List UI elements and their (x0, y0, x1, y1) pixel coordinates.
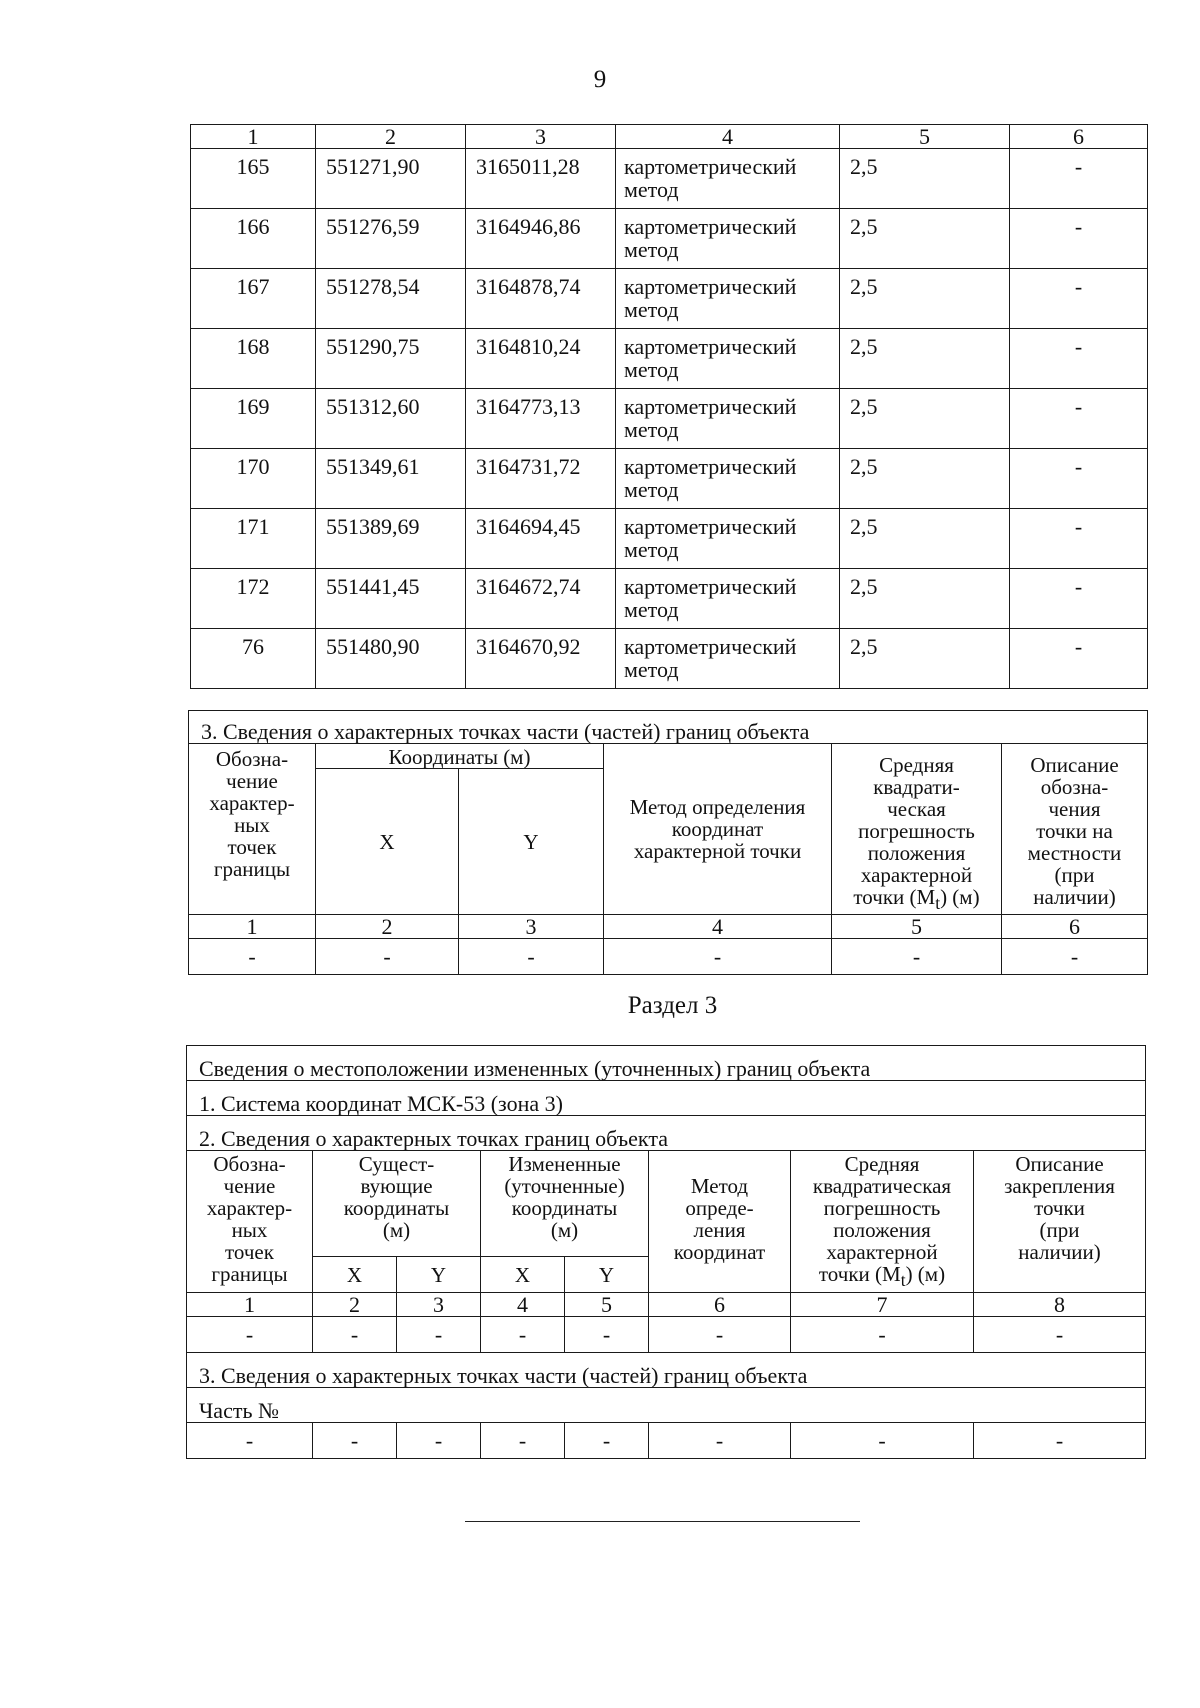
cell: - (316, 939, 459, 975)
col-num-4: 4 (616, 125, 840, 149)
table-row (191, 269, 1148, 329)
cell: - (189, 939, 316, 975)
part-boundary-points-table (188, 710, 1148, 975)
table-row (191, 389, 1148, 449)
description: - (1010, 149, 1148, 209)
section-heading: Раздел 3 (627, 992, 718, 1019)
coord-x: 551276,59 (316, 209, 466, 269)
point-id: 171 (191, 509, 316, 569)
col-existing-header: Сущест- вующие координаты (м) (313, 1151, 481, 1257)
cell: - (1002, 939, 1148, 975)
section-title: 3. Сведения о характерных точках части (частей) границ объекта (189, 711, 1148, 744)
method: картометрический метод (616, 389, 840, 449)
error-value: 2,5 (840, 389, 1010, 449)
point-id: 169 (191, 389, 316, 449)
cell: - (791, 1423, 974, 1459)
method: картометрический метод (616, 209, 840, 269)
table-row (191, 149, 1148, 209)
table-title: Сведения о местоположении измененных (уточненных) границ объекта (187, 1046, 1146, 1081)
cell: - (565, 1317, 649, 1353)
col-designation-header: Обозна- чение характер- ных точек границы (189, 744, 316, 915)
method: картометрический метод (616, 449, 840, 509)
error-value: 2,5 (840, 209, 1010, 269)
method: картометрический метод (616, 269, 840, 329)
col-num: 3 (397, 1293, 481, 1317)
col-num-3: 3 (466, 125, 616, 149)
method: картометрический метод (616, 329, 840, 389)
coord-y: 3164810,24 (466, 329, 616, 389)
col-num-2: 2 (316, 125, 466, 149)
coord-x: 551441,45 (316, 569, 466, 629)
col-designation-header: Обозна- чение характер- ных точек границы (187, 1151, 313, 1293)
coord-x: 551389,69 (316, 509, 466, 569)
column-number-row (189, 915, 1148, 939)
col-method-header: Метод определения координат характерной точки (604, 744, 832, 915)
coord-x: 551480,90 (316, 629, 466, 689)
point-id: 172 (191, 569, 316, 629)
description: - (1010, 569, 1148, 629)
coord-y: 3164672,74 (466, 569, 616, 629)
col-changed-header: Измененные (уточненные) координаты (м) (481, 1151, 649, 1257)
table-row (191, 209, 1148, 269)
error-value: 2,5 (840, 149, 1010, 209)
col-coordinates-header: Координаты (м) (316, 744, 604, 769)
error-value: 2,5 (840, 329, 1010, 389)
point-id: 166 (191, 209, 316, 269)
coord-x: 551290,75 (316, 329, 466, 389)
cell: - (565, 1423, 649, 1459)
col-num: 4 (481, 1293, 565, 1317)
col-num: 2 (313, 1293, 397, 1317)
method: картометрический метод (616, 149, 840, 209)
cell: - (604, 939, 832, 975)
page-number: 9 (593, 66, 607, 93)
error-value: 2,5 (840, 629, 1010, 689)
coord-y: 3164946,86 (466, 209, 616, 269)
col-y-header: Y (459, 769, 604, 915)
col-num: 8 (974, 1293, 1146, 1317)
error-value: 2,5 (840, 509, 1010, 569)
col-num-5: 5 (840, 125, 1010, 149)
col-description-header: Описание обозна- чения точки на местности (при наличии) (1002, 744, 1148, 915)
footer-divider (465, 1521, 860, 1522)
col-num-1: 1 (191, 125, 316, 149)
parts-title: 3. Сведения о характерных точках части (частей) границ объекта (187, 1353, 1146, 1388)
description: - (1010, 269, 1148, 329)
empty-row (187, 1317, 1146, 1353)
col-num: 4 (604, 915, 832, 939)
points-title: 2. Сведения о характерных точках границ объекта (187, 1116, 1146, 1151)
coord-x: 551278,54 (316, 269, 466, 329)
point-id: 168 (191, 329, 316, 389)
method: картометрический метод (616, 569, 840, 629)
coord-y: 3164878,74 (466, 269, 616, 329)
cell: - (649, 1317, 791, 1353)
point-id: 167 (191, 269, 316, 329)
col-existing-y: Y (397, 1257, 481, 1293)
coord-x: 551349,61 (316, 449, 466, 509)
description: - (1010, 209, 1148, 269)
col-changed-y: Y (565, 1257, 649, 1293)
coord-y: 3164731,72 (466, 449, 616, 509)
cell: - (313, 1423, 397, 1459)
col-num: 5 (565, 1293, 649, 1317)
cell: - (481, 1423, 565, 1459)
description: - (1010, 329, 1148, 389)
coord-x: 551312,60 (316, 389, 466, 449)
point-id: 76 (191, 629, 316, 689)
part-label: Часть № (187, 1388, 1146, 1423)
col-error-header: Средняя квадратическая погрешность положения характерной точки $(M_t)$ (м) (791, 1151, 974, 1293)
error-value: 2,5 (840, 569, 1010, 629)
column-number-row (187, 1293, 1146, 1317)
cell: - (832, 939, 1002, 975)
col-description-header: Описание закрепления точки (при наличии) (974, 1151, 1146, 1293)
error-value: 2,5 (840, 269, 1010, 329)
cell: - (397, 1423, 481, 1459)
coord-y: 3165011,28 (466, 149, 616, 209)
boundary-points-table (190, 124, 1148, 689)
col-num-6: 6 (1010, 125, 1148, 149)
coord-y: 3164694,45 (466, 509, 616, 569)
point-id: 165 (191, 149, 316, 209)
column-number-row (191, 125, 1148, 149)
description: - (1010, 449, 1148, 509)
description: - (1010, 509, 1148, 569)
col-method-header: Метод опреде- ления координат (649, 1151, 791, 1293)
table-row (191, 569, 1148, 629)
coord-y: 3164773,13 (466, 389, 616, 449)
col-num: 2 (316, 915, 459, 939)
changed-boundaries-table (186, 1045, 1146, 1459)
point-id: 170 (191, 449, 316, 509)
method: картометрический метод (616, 629, 840, 689)
description: - (1010, 629, 1148, 689)
table-row (191, 449, 1148, 509)
cell: - (459, 939, 604, 975)
cell: - (397, 1317, 481, 1353)
col-num: 5 (832, 915, 1002, 939)
col-changed-x: X (481, 1257, 565, 1293)
cell: - (791, 1317, 974, 1353)
col-x-header: X (316, 769, 459, 915)
col-num: 3 (459, 915, 604, 939)
table-row (191, 329, 1148, 389)
cell: - (649, 1423, 791, 1459)
col-num: 7 (791, 1293, 974, 1317)
empty-row (189, 939, 1148, 975)
col-num: 1 (189, 915, 316, 939)
coord-x: 551271,90 (316, 149, 466, 209)
cell: - (187, 1423, 313, 1459)
coordinate-system: 1. Система координат МСК-53 (зона 3) (187, 1081, 1146, 1116)
col-num: 1 (187, 1293, 313, 1317)
description: - (1010, 389, 1148, 449)
col-num: 6 (1002, 915, 1148, 939)
col-existing-x: X (313, 1257, 397, 1293)
table-row (191, 509, 1148, 569)
parts-row (187, 1423, 1146, 1459)
cell: - (974, 1317, 1146, 1353)
col-error-header: Средняя квадрати- ческая погрешность положения характерной точки $(M_t)$ (м) (832, 744, 1002, 915)
cell: - (974, 1423, 1146, 1459)
cell: - (481, 1317, 565, 1353)
error-value: 2,5 (840, 449, 1010, 509)
cell: - (187, 1317, 313, 1353)
method: картометрический метод (616, 509, 840, 569)
cell: - (313, 1317, 397, 1353)
col-num: 6 (649, 1293, 791, 1317)
coord-y: 3164670,92 (466, 629, 616, 689)
table-row (191, 629, 1148, 689)
